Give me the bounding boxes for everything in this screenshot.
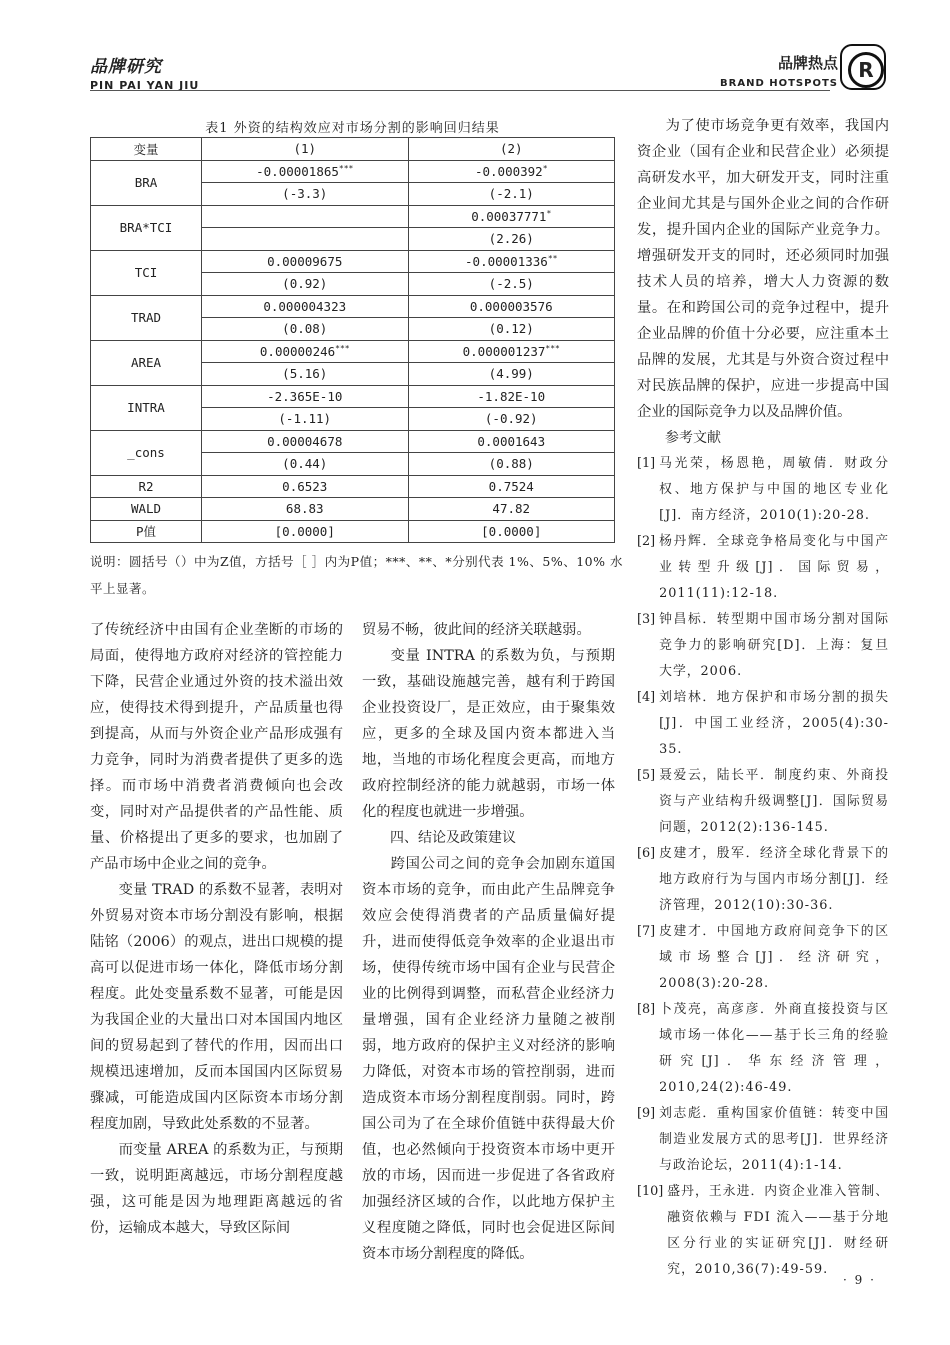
coefficient-value: 0.00004678 [267,433,343,449]
reference-text: 皮建才，殷军．经济全球化背景下的地方政府行为与国内市场分割[J]．经济管理，2012(10):30-36. [659,846,889,913]
coefficient-cell [202,250,409,273]
z-value-cell: (5.16) [202,363,409,386]
page-number: · 9 · [843,1273,876,1287]
reference-number: [4] [637,690,656,705]
paragraph: 变量 TRAD 的系数不显著，表明对外贸易对资本市场分割没有影响，根据陆铭（2006）的观点，进出口规模的提高可以促进市场一体化，降低市场分割程度。此处变量系数不显著，可能是因为我国企业的大量出口对本国国内地区间的贸易起到了替代的作用，因而出口规模迅速增加，反而本国国内区际贸易骤减，可能造成国内区际资本市场分割程度加剧，导致此处系数的不显著。 [90,882,343,1132]
z-value-cell: (-0.92) [408,408,615,431]
significance-mark: * [546,208,552,218]
reference-item [637,529,889,607]
reference-text: 刘培林．地方保护和市场分割的损失[J]．中国工业经济，2005(4):30-35. [659,690,889,757]
coefficient-cell [408,250,615,273]
coefficient-cell [202,205,409,228]
coefficient-cell [202,295,409,318]
coefficient-value: 0.00009675 [267,253,343,269]
body-column-2 [362,617,615,1267]
variable-name: INTRA [91,385,202,430]
coefficient-value: -0.00001336 [465,253,548,269]
table-header-cell: (2) [408,138,615,161]
coefficient-value: 0.00037771 [471,208,547,224]
reference-list [637,451,889,1283]
reference-number: [9] [637,1106,656,1121]
z-value-cell: (-3.3) [202,183,409,206]
coefficient-cell [408,385,615,408]
coefficient-value: -0.000392 [474,163,543,179]
z-value-cell: (-2.1) [408,183,615,206]
coefficient-value: 0.0001643 [477,433,546,449]
header-section [720,52,838,89]
reference-number: [2] [637,534,656,549]
table-row [91,250,615,273]
reference-text: 聂爱云，陆长平．制度约束、外商投资与产业结构升级调整[J]．国际贸易问题，2012(2):136-145. [659,768,889,835]
variable-name: BRA [91,160,202,205]
paragraph: 了传统经济中由国有企业垄断的市场的局面，使得地方政府对经济的管控能力下降，民营企业通过外资的技术溢出效应，使得技术得到提升，产品质量也得到提高，从而与外资企业产品形成强有力竞争，同时为消费者提供了更多的选择。而市场中消费者消费倾向也会改变，同时对产品提供者的产品性能、质量、价格提出了更多的要求，也加剧了产品市场中企业之间的竞争。 [90,622,343,872]
table-row [91,520,615,543]
reference-item [637,607,889,685]
z-value-cell: (0.08) [202,318,409,341]
z-value-cell [202,228,409,251]
journal-name-cn: 品牌研究 [90,57,162,77]
header-brand [90,52,199,92]
reference-number: [10] [637,1184,664,1199]
coefficient-value: 0.000003576 [469,298,553,314]
coefficient-cell [202,430,409,453]
statistic-name: P值 [91,520,202,543]
statistic-value: [0.0000] [202,520,409,543]
z-value-cell: (0.44) [202,453,409,476]
reference-number: [8] [637,1002,656,1017]
table-row [91,430,615,453]
table-row [91,385,615,408]
reference-text: 刘志彪．重构国家价值链：转变中国制造业发展方式的思考[J]．世界经济与政治论坛，2011(4):1-14. [659,1106,889,1173]
coefficient-value: -1.82E-10 [477,388,546,404]
table-row [91,340,615,363]
reference-number: [5] [637,768,656,783]
section-name-cn: 品牌热点 [777,54,838,72]
coefficient-value: 0.000001237 [462,343,546,359]
significance-mark: *** [545,343,560,353]
paragraph: 变量 INTRA 的系数为负，与预期一致，基础设施越完善，越有利于跨国企业投资设厂，是正效应，由于聚集效应，更多的全球及国内资本都进入当地，当地的市场化程度会更高，而地方政府控制经济的能力就越弱，市场一体化的程度也就进一步增强。 [362,648,615,820]
reference-text: 卜茂亮，高彦彦．外商直接投资与区域市场一体化——基于长三角的经验研究[J]．华东经济管理，2010,24(2):46-49. [659,1002,889,1095]
coefficient-value: -2.365E-10 [267,388,343,404]
variable-name: TRAD [91,295,202,340]
reference-item [637,841,889,919]
coefficient-cell [408,295,615,318]
reference-text: 盛丹，王永进．内资企业准入管制、融资依赖与 FDI 流入——基于分地区分行业的实证研究[J]．财经研究，2010,36(7):49-59. [667,1184,889,1277]
body-column-3 [637,113,889,1283]
reference-text: 马光荣，杨恩艳，周敏倩．财政分权、地方保护与中国的地区专业化[J]．南方经济，2010(1):20-28. [659,456,889,523]
reference-item [637,685,889,763]
statistic-name: WALD [91,498,202,521]
significance-mark: ** [547,253,558,263]
table-title: 表1 外资的结构效应对市场分割的影响回归结果 [205,121,500,136]
reference-item [637,919,889,997]
reference-number: [6] [637,846,656,861]
table-header-cell: (1) [202,138,409,161]
journal-name-en: PIN PAI YAN JIU [90,79,200,92]
paragraph: 而变量 AREA 的系数为正，与预期一致，说明距离越远，市场分割程度越强，这可能是因为地理距离越远的省份，运输成本越大，导致区际间 [90,1142,343,1236]
table-row [91,475,615,498]
coefficient-cell [408,340,615,363]
table-note: 说明：圆括号（）中为Z值，方括号［ ］内为P值；***、**、*分别代表 1%、5%、10% 水平上显著。 [90,554,623,596]
table-row [91,160,615,183]
reference-text: 钟昌标．转型期中国市场分割对国际竞争力的影响研究[D]．上海：复旦大学，2006. [659,612,889,679]
coefficient-cell [202,160,409,183]
coefficient-value: 0.00000246 [259,343,336,359]
z-value-cell: (2.26) [408,228,615,251]
z-value-cell: (-2.5) [408,273,615,296]
table-header-cell: 变量 [91,138,202,161]
references-title: 参考文献 [665,430,721,446]
table-row [91,205,615,228]
body-column-1 [90,617,343,1241]
reference-text: 皮建才．中国地方政府间竞争下的区域市场整合[J]．经济研究，2008(3):20-28. [659,924,889,991]
significance-mark: * [542,163,548,173]
statistic-value: 0.7524 [408,475,615,498]
reference-item [637,763,889,841]
section-name-en: BRAND HOTSPOTS [720,78,838,89]
paragraph: 贸易不畅，彼此间的经济关联越弱。 [362,622,591,638]
z-value-cell: (4.99) [408,363,615,386]
variable-name: _cons [91,430,202,475]
table-row [91,295,615,318]
significance-mark: *** [335,343,350,353]
reference-text: 杨丹辉．全球竞争格局变化与中国产业转型升级[J]．国际贸易，2011(11):12-18. [659,534,889,601]
reference-number: [3] [637,612,656,627]
coefficient-cell [408,430,615,453]
variable-name: BRA*TCI [91,205,202,250]
statistic-value: [0.0000] [408,520,615,543]
table-header-row [91,138,615,161]
regression-table [90,137,615,543]
z-value-cell: (0.92) [202,273,409,296]
paragraph: 跨国公司之间的竞争会加剧东道国资本市场的竞争，而由此产生品牌竞争效应会使得消费者的产品质量偏好提升，进而使得低竞争效率的企业退出市场，使得传统市场中国有企业与民营企业的比例得到调整，而私营企业经济力量增强，国有企业经济力量随之被削弱，地方政府的保护主义对经济的影响力降低，对资本市场的管控削弱，进而造成资本市场分割程度削弱。同时，跨国公司为了在全球价值链中获得最大价值，也必然倾向于投资资本市场中更开放的市场，因而进一步促进了各省政府加强经济区域的合作，以此地方保护主义程度随之降低，同时也会促进区际间资本市场分割程度的降低。 [362,856,615,1262]
registered-logo-icon [840,44,886,90]
coefficient-cell [202,340,409,363]
reference-item [637,1101,889,1179]
header-divider [90,90,830,91]
significance-mark: *** [338,163,354,173]
reference-item [637,1179,889,1283]
reference-number: [7] [637,924,656,939]
table-row [91,498,615,521]
logo-letter: R [848,52,884,88]
coefficient-cell [202,385,409,408]
reference-item [637,997,889,1101]
z-value-cell: (-1.11) [202,408,409,431]
variable-name: TCI [91,250,202,295]
statistic-value: 0.6523 [202,475,409,498]
statistic-value: 47.82 [408,498,615,521]
section-heading: 四、结论及政策建议 [390,830,516,846]
coefficient-cell [408,205,615,228]
z-value-cell: (0.88) [408,453,615,476]
coefficient-value: 0.000004323 [263,298,347,314]
statistic-name: R2 [91,475,202,498]
conclusion-paragraph: 为了使市场竞争更有效率，我国内资企业（国有企业和民营企业）必须提高研发水平，加大研发开支，同时注重企业间尤其是与国外企业之间的合作研发，提升国内企业的国际产业竞争力。增强研发开支的同时，还必须同时加强技术人员的培养，增大人力资源的数量。在和跨国公司的竞争过程中，提升企业品牌的价值十分必要，应注重本土品牌的发展，尤其是与外资合资过程中对民族品牌的保护，应进一步提高中国企业的国际竞争力以及品牌价值。 [637,118,889,420]
coefficient-cell [408,160,615,183]
variable-name: AREA [91,340,202,385]
coefficient-value: -0.00001865 [256,163,339,179]
reference-item [637,451,889,529]
z-value-cell: (0.12) [408,318,615,341]
reference-number: [1] [637,456,656,471]
statistic-value: 68.83 [202,498,409,521]
